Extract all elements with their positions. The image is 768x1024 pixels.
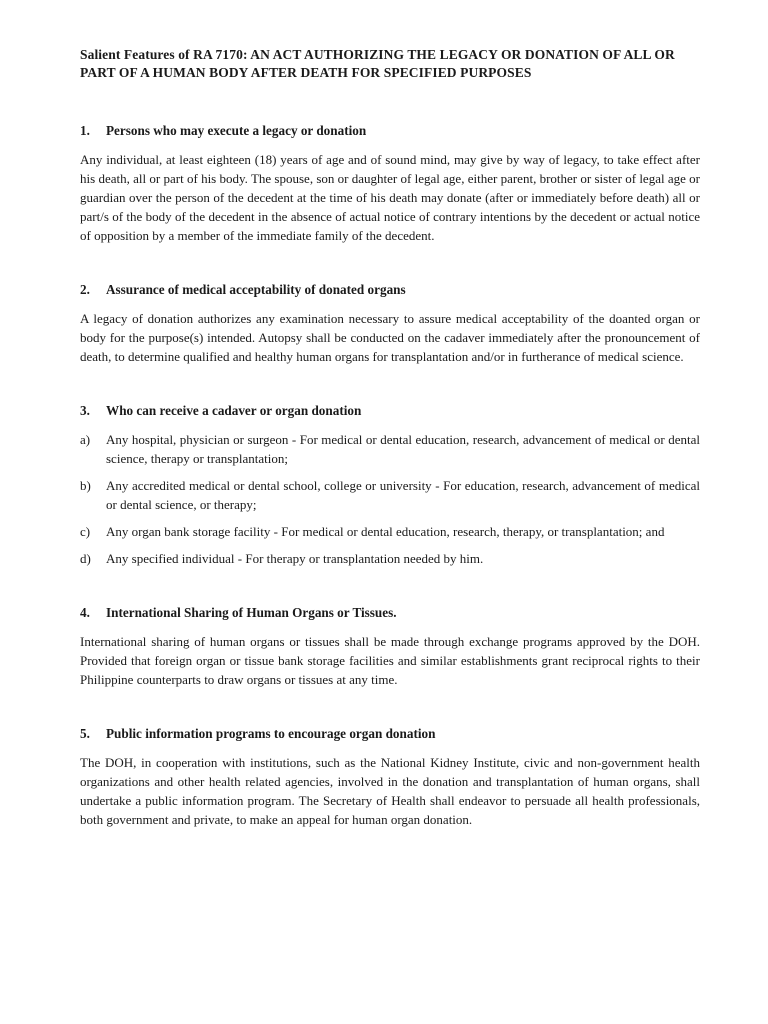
section-title: Assurance of medical acceptability of donated organs [106, 282, 406, 297]
section-title: Who can receive a cadaver or organ donation [106, 403, 362, 418]
list-item-label: c) [80, 524, 91, 539]
list-item [80, 549, 700, 568]
section-international-sharing [80, 604, 700, 689]
list-item [80, 430, 700, 468]
section-heading [80, 281, 700, 299]
section-number: 5. [80, 726, 90, 741]
section-heading [80, 122, 700, 140]
list-item-text: Any accredited medical or dental school, college or university - For education, research, advancement of medical or dental science, or therapy; [106, 478, 700, 512]
section-heading [80, 725, 700, 743]
list-item-label: d) [80, 551, 91, 566]
section-medical-acceptability [80, 281, 700, 366]
recipient-list [80, 430, 700, 568]
section-heading [80, 604, 700, 622]
list-item-label: a) [80, 432, 91, 447]
section-paragraph: Any individual, at least eighteen (18) years of age and of sound mind, may give by way of legacy, to take effect after his death, all or part of his body. The spouse, son or daughter of legal age, either parent, brother or sister of legal age or guardian over the person of the decedent at the time of his death may donate (after or immediately before death) all or part/s of the body of the decedent in the absence of actual notice of contrary intentions by the decedent or actual notice of opposition by a member of the immediate family of the decedent. [80, 152, 700, 243]
document-page [80, 46, 700, 865]
section-heading [80, 402, 700, 420]
section-number: 2. [80, 282, 90, 297]
section-number: 3. [80, 403, 90, 418]
list-item-text: Any specified individual - For therapy or transplantation needed by him. [106, 551, 484, 566]
list-item [80, 476, 700, 514]
section-number: 1. [80, 123, 90, 138]
list-item-text: Any organ bank storage facility - For medical or dental education, research, therapy, or transplantation; and [106, 524, 665, 539]
section-paragraph: The DOH, in cooperation with institutions, such as the National Kidney Institute, civic and non-government health organizations and other health related agencies, involved in the donation and transplantation of human organs, shall undertake a public information program. The Secretary of Health shall endeavor to persuade all health professionals, both government and private, to make an appeal for human organ donation. [80, 755, 700, 827]
section-public-information [80, 725, 700, 829]
section-persons-who-may-donate [80, 122, 700, 245]
section-title: Persons who may execute a legacy or donation [106, 123, 367, 138]
section-number: 4. [80, 605, 90, 620]
section-paragraph: International sharing of human organs or tissues shall be made through exchange programs approved by the DOH. Provided that foreign organ or tissue bank storage facilities and similar establishments grant reciprocal rights to their Philippine counterparts to draw organs or tissues at any time. [80, 634, 700, 687]
section-title: Public information programs to encourage organ donation [106, 726, 436, 741]
list-item [80, 522, 700, 541]
list-item-text: Any hospital, physician or surgeon - For medical or dental education, research, advancement of medical or dental science, therapy or transplantation; [106, 432, 700, 466]
section-paragraph: A legacy of donation authorizes any examination necessary to assure medical acceptability of the doanted organ or body for the purpose(s) intended. Autopsy shall be conducted on the cadaver immediately after the pronouncement of death, to determine qualified and healthy human organs for transplantation and/or in furtherance of medical science. [80, 311, 700, 364]
document-title: Salient Features of RA 7170: AN ACT AUTHORIZING THE LEGACY OR DONATION OF ALL OR PART OF A HUMAN BODY AFTER DEATH FOR SPECIFIED PURPOSES [80, 47, 675, 80]
section-who-can-receive [80, 402, 700, 568]
list-item-label: b) [80, 478, 91, 493]
section-title: International Sharing of Human Organs or Tissues. [106, 605, 397, 620]
